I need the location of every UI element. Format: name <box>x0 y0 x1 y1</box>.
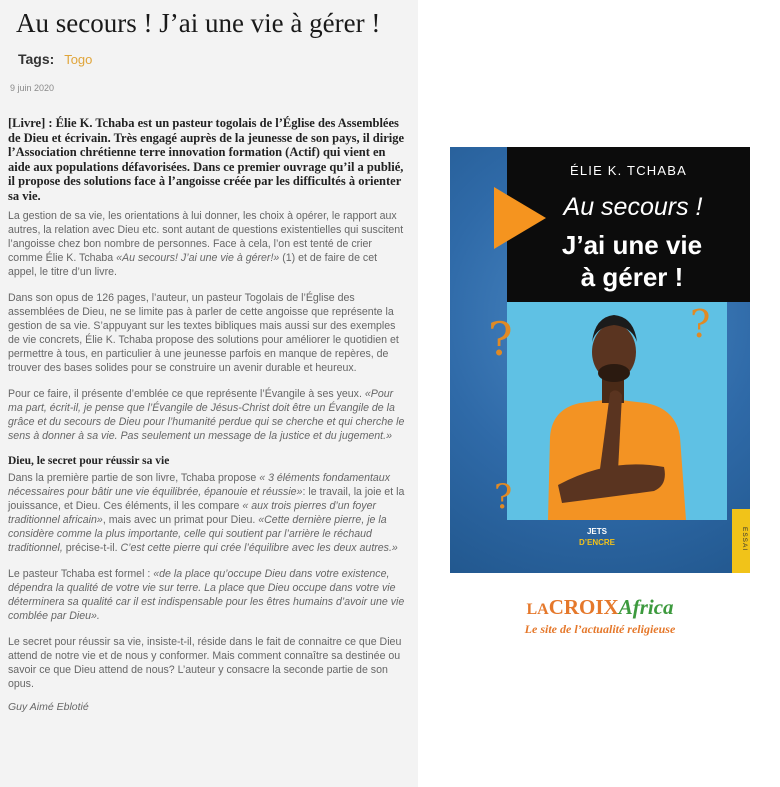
brand-tagline: Le site de l’actualité religieuse <box>524 622 676 636</box>
paragraph-3: Pour ce faire, il présente d’emblée ce que représente l’Évangile à ses yeux. «Pour ma part, écrit-il, je pense que l’Évangile de Jésus-Christ doit être un Évangile de la grâce et du secours de Dieu pour l’humanité perdue qui se cherche et qui cherche le sens à donner à sa vie. Pas seulement un message de la justice et du jugement.» <box>8 388 405 442</box>
series-label: ESSAI <box>741 527 748 552</box>
paragraph-2: Dans son opus de 126 pages, l’auteur, un pasteur Togolais de l’Église des assemblées de Dieu, ne se limite pas à parler de cette angoisse que représente la gestion de sa vie. S’appuyant sur les textes bibliques mais aussi sur des exemples de vie concrets, Élie K. Tchaba propose des solutions pour améliorer le quotidien et permettre à tous, en particulier à une jeunesse parfois en manque de repères, de trouver des bases solides pour se construire un avenir durable et heureux. <box>8 292 399 374</box>
publish-date: 9 juin 2020 <box>10 83 55 93</box>
cover-title-line-3: à gérer ! <box>580 262 684 292</box>
cover-title-line-2: J’ai une vie <box>561 230 703 260</box>
book-cover <box>450 147 750 573</box>
la-croix-africa-logo[interactable] <box>450 595 750 637</box>
section-subheading: Dieu, le secret pour réussir sa vie <box>8 455 170 467</box>
publisher-logo: JETS D’ENCRE <box>578 527 615 547</box>
cover-author: ÉLIE K. TCHABA <box>570 163 687 178</box>
question-mark-icon: ? <box>690 302 711 346</box>
question-mark-icon: ? <box>494 477 513 517</box>
paragraph-6: Le secret pour réussir sa vie, insiste-t-il, réside dans le fait de connaitre ce que Dieu attend de notre vie et de nous y conformer. Mais comment connaître sa destinée ou savoir ce que Dieu attend de nous? L’auteur y consacre la seconde partie de son opus. <box>8 636 402 690</box>
tag-link-togo[interactable]: Togo <box>64 52 93 67</box>
paragraph-1: La gestion de sa vie, les orientations à lui donner, les choix à opérer, le rapport aux autres, la relation avec Dieu etc. sont autant de questions existentielles qui suscitent l’angoisse chez bon nombre de personnes. Face à cela, l’on est tenté de crier comme Élie K. Tchaba «Au secours! J’ai une vie à gérer!» (1) et de faire de cet appel, le titre d’un livre. <box>8 210 404 278</box>
author-signature: Guy Aimé Eblotié <box>8 701 89 713</box>
tags-row <box>18 51 408 67</box>
article-title: Au secours ! J’ai une vie à gérer ! <box>16 8 381 38</box>
article-lead: [Livre] : Élie K. Tchaba est un pasteur togolais de l’Église des Assemblées de Dieu et écrivain. Très engagé auprès de la jeunesse de son pays, il dirige l’Association chrétienne terre innovation formation (Actif) qui vient en aide aux populations défavorisées. Dans ce premier ouvrage qu’il a publié, il propose des solutions face à l’angoisse créée par les difficultés à orienter sa vie. <box>8 116 405 203</box>
cover-title-line-1: Au secours ! <box>563 193 703 221</box>
brand-wordmark: LACROIXAfrica <box>526 595 674 619</box>
thinking-man-illustration <box>450 147 750 573</box>
tags-label: Tags: <box>18 51 55 67</box>
paragraph-4: Dans la première partie de son livre, Tchaba propose « 3 éléments fondamentaux nécessaires pour bâtir une vie équilibrée, épanouie et réussie»: le travail, la joie et la jouissance, et Dieu. Ces éléments, il les compare « aux trois pierres d’un foyer traditionnel africain», mais avec un primat pour Dieu. «Cette dernière pierre, je la considère comme la plus importante, celle qui soutient par l’arrière le réchaud traditionnel, précise-t-il. C’est cette pierre qui crée l’équilibre avec les deux autres.» <box>8 472 405 554</box>
question-mark-icon: ? <box>488 312 513 366</box>
paragraph-5: Le pasteur Tchaba est formel : «de la place qu’occupe Dieu dans votre existence, dépendra la qualité de votre vie sur terre. La place que Dieu occupe dans votre vie déterminera sa qualité car il est indispensable pour les êtres humains d’avoir une vie comblée par Dieu». <box>8 568 405 622</box>
